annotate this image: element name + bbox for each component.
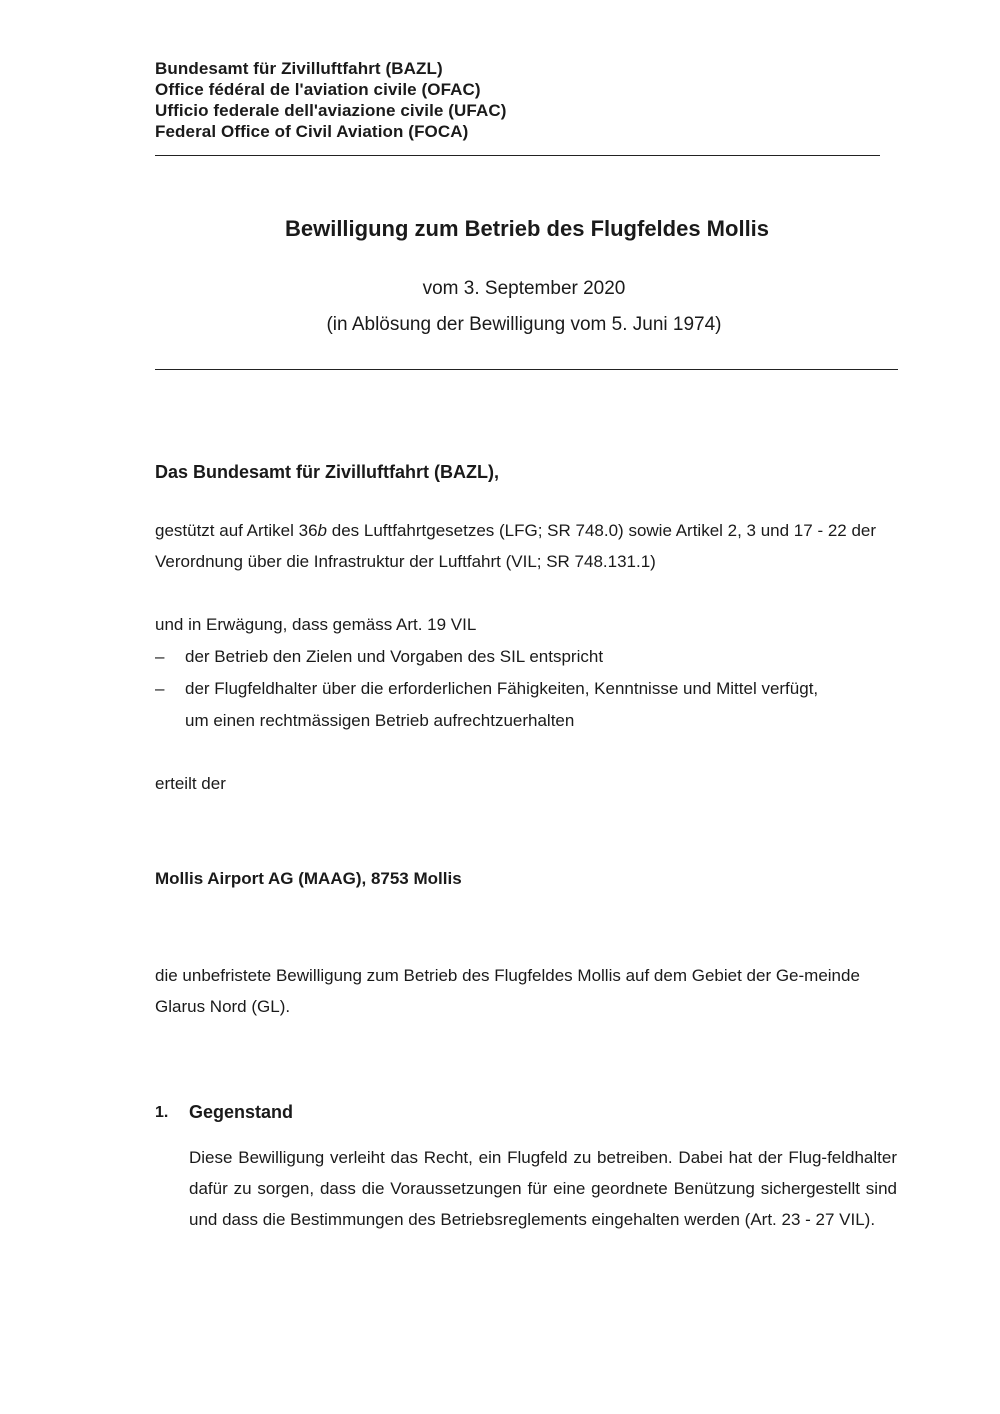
title-divider [155,369,898,370]
consideration-intro: und in Erwägung, dass gemäss Art. 19 VIL [155,615,477,634]
legal-basis-text-end: des Luftfahrtgesetzes (LFG; SR 748.0) sowie Artikel 2, 3 und 17 - 22 der Verordnung über die Infrastruktur der Luftfahrt (VIL; SR 748.131.1) [155,521,877,571]
consideration-item-2-text: der Flugfeldhalter über die erforderlichen Fähigkeiten, Kenntnisse und Mittel verfügt, [185,679,819,698]
section-number: 1. [155,1104,169,1121]
granted-to-intro: erteilt der [155,774,226,793]
document-replaces-note: (in Ablösung der Bewilligung vom 5. Juni 1974) [326,314,722,335]
section-body: Diese Bewilligung verleiht das Recht, ein Flugfeld zu betreiben. Dabei hat der Flug-feldhalter dafür zu sorgen, dass die Voraussetzungen für eine geordnete Benützung sichergestellt sind und dass die Bestimmungen des Betriebsreglements eingehalten werden (Art. 23 - 27 VIL). [189,1148,897,1229]
section-title: Gegenstand [189,1102,294,1122]
dash-bullet: – [155,647,165,666]
legal-basis-italic-letter: b [317,521,328,540]
consideration-item-1-text: der Betrieb den Zielen und Vorgaben des SIL entspricht [185,647,604,666]
letterhead-line-fr: Office fédéral de l'aviation civile (OFAC) [155,80,481,99]
document-date: vom 3. September 2020 [422,278,626,299]
document-title: Bewilligung zum Betrieb des Flugfeldes Mollis [284,216,770,241]
consideration-item-2-continuation: um einen rechtmässigen Betrieb aufrechtzuerhalten [185,711,575,730]
letterhead-line-de: Bundesamt für Zivilluftfahrt (BAZL) [155,59,443,78]
letterhead-line-it: Ufficio federale dell'aviazione civile (UFAC) [155,101,507,120]
dash-bullet: – [155,679,165,698]
letterhead [155,58,506,142]
issuing-authority: Das Bundesamt für Zivilluftfahrt (BAZL), [155,462,500,482]
permit-recipient: Mollis Airport AG (MAAG), 8753 Mollis [155,869,462,888]
letterhead-line-en: Federal Office of Civil Aviation (FOCA) [155,122,469,141]
legal-basis-paragraph [155,515,895,577]
header-divider [155,155,880,156]
permission-statement: die unbefristete Bewilligung zum Betrieb des Flugfeldes Mollis auf dem Gebiet der Ge-meinde Glarus Nord (GL). [155,966,860,1016]
legal-basis-text-start: gestützt auf Artikel 36 [155,521,318,540]
